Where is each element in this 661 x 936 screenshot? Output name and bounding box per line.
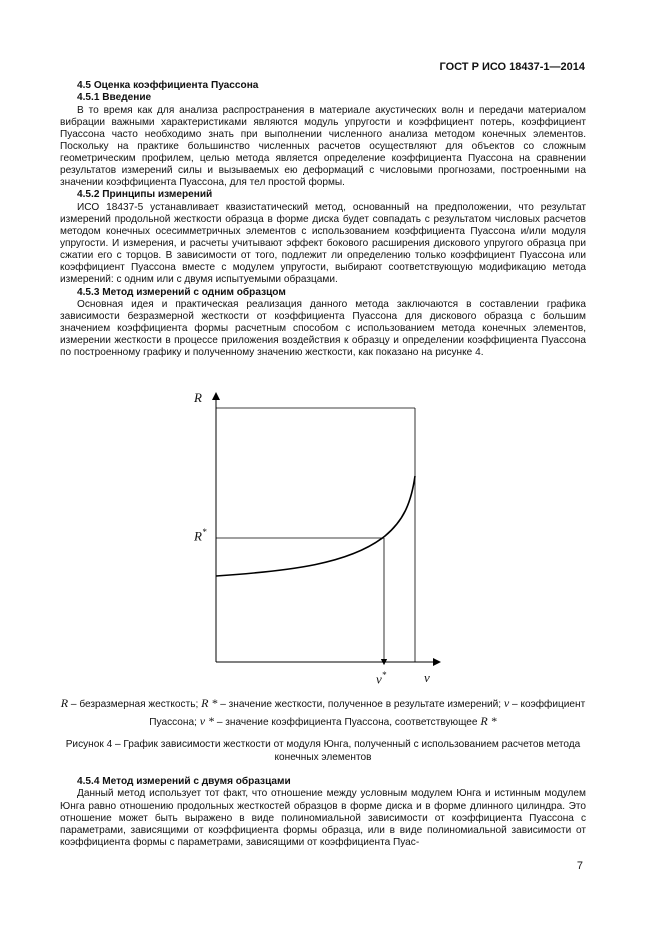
section-heading: 4.5 Оценка коэффициента Пуассона [77, 80, 259, 91]
x-axis-label: ν [424, 670, 430, 685]
figure-legend [60, 695, 586, 731]
legend-nu-text: – коэффициент Пуассона; [149, 699, 586, 728]
main-text [60, 80, 586, 359]
figure-4 [190, 386, 450, 691]
figure-caption: Рисунок 4 – График зависимости жесткости от модуля Юнга, полученный с использованием расчетов метода конечных элементов [65, 739, 581, 763]
legend-nustar-text: – значение коэффициента Пуассона, соответствующее [214, 717, 481, 728]
nu-star-label: ν* [376, 670, 387, 687]
paragraph: Данный метод использует тот факт, что отношение между условным модулем Юнга и истинным модулем Юнга равно отношению продольных жесткостей образцов в форме диска и в форме длинного цилиндра. Это отношение может быть выражено в виде полиномиальной зависимости от коэффициента Пуассона с параметрами, зависящими от коэффициента формы образца, или в виде полиномиальной зависимости от коэффициента формы с параметрами, зависящими от коэффициента Пуас- [60, 788, 586, 848]
subsection-heading: 4.5.3 Метод измерений с одним образцом [77, 286, 286, 298]
legend-rstar2-symbol: R * [480, 714, 497, 728]
stiffness-curve [216, 476, 415, 576]
legend-nustar-symbol: ν * [199, 714, 215, 728]
subsection-heading: 4.5.1 Введение [77, 92, 152, 104]
legend-nu-symbol: ν [503, 696, 510, 710]
document-standard-header: ГОСТ Р ИСО 18437-1—2014 [439, 61, 585, 73]
subsection-heading: 4.5.2 Принципы измерений [77, 189, 213, 201]
section-4-5-4 [60, 776, 586, 849]
y-axis-label: R [194, 390, 202, 405]
legend-rstar-symbol: R * [201, 696, 218, 710]
paragraph: ИСО 18437-5 устанавливает квазистатический метод, основанный на предположении, что результат измерений продольной жесткости образца в форме диска будет совпадать с результатом числовых расчетов методом конечных осесимметричных элементов с использованием коэффициента Пуассона и/или модуля упругости. И измерения, и расчеты учитывают эффект бокового расширения дискового упругого образца при сжатии его с торцов. В зависимости от того, подлежит ли определению только коэффициент Пуассона или коэффициент Пуассона вместе с модулем упругости, выбирают соответствующую модификацию метода измерений: с одним или с двумя испытуемыми образцами. [60, 201, 586, 286]
legend-r-text: – безразмерная жесткость; [68, 699, 202, 710]
subsection-heading: 4.5.4 Метод измерений с двумя образцами [77, 776, 291, 787]
legend-rstar-text: – значение жесткости, полученное в результате измерений; [217, 699, 504, 710]
r-star-label: R* [194, 527, 207, 544]
graph-svg [190, 386, 450, 691]
paragraph: В то время как для анализа распространения в материале акустических волн и передачи материалом вибрации важными характеристиками являются модуль упругости и коэффициент потерь, коэффициент Пуассона часто необходимо знать при выполнении численного анализа методом конечных элементов. Поскольку на практике большинство численных расчетов осуществляют для объектов со сложным геометрическим профилем, целью метода является определение коэффициента Пуассона на сравнении результатов измерений силы и вызываемых ею деформаций с числовыми прогнозами, построенными на значении коэффициента Пуассона, для тел простой формы. [60, 104, 586, 189]
legend-r-symbol: R [60, 696, 69, 710]
paragraph: Основная идея и практическая реализация данного метода заключаются в составлении графика зависимости безразмерной жесткости от коэффициента Пуассона для дискового образца с большим значением коэффициента формы расчетным способом с использованием метода конечных элементов, измерении жесткости в процессе приложения воздействия к образцу и определении коэффициента Пуассона по построенному графику и полученному значению жесткости, как показано на рисунке 4. [60, 298, 586, 359]
page-number: 7 [576, 860, 583, 872]
